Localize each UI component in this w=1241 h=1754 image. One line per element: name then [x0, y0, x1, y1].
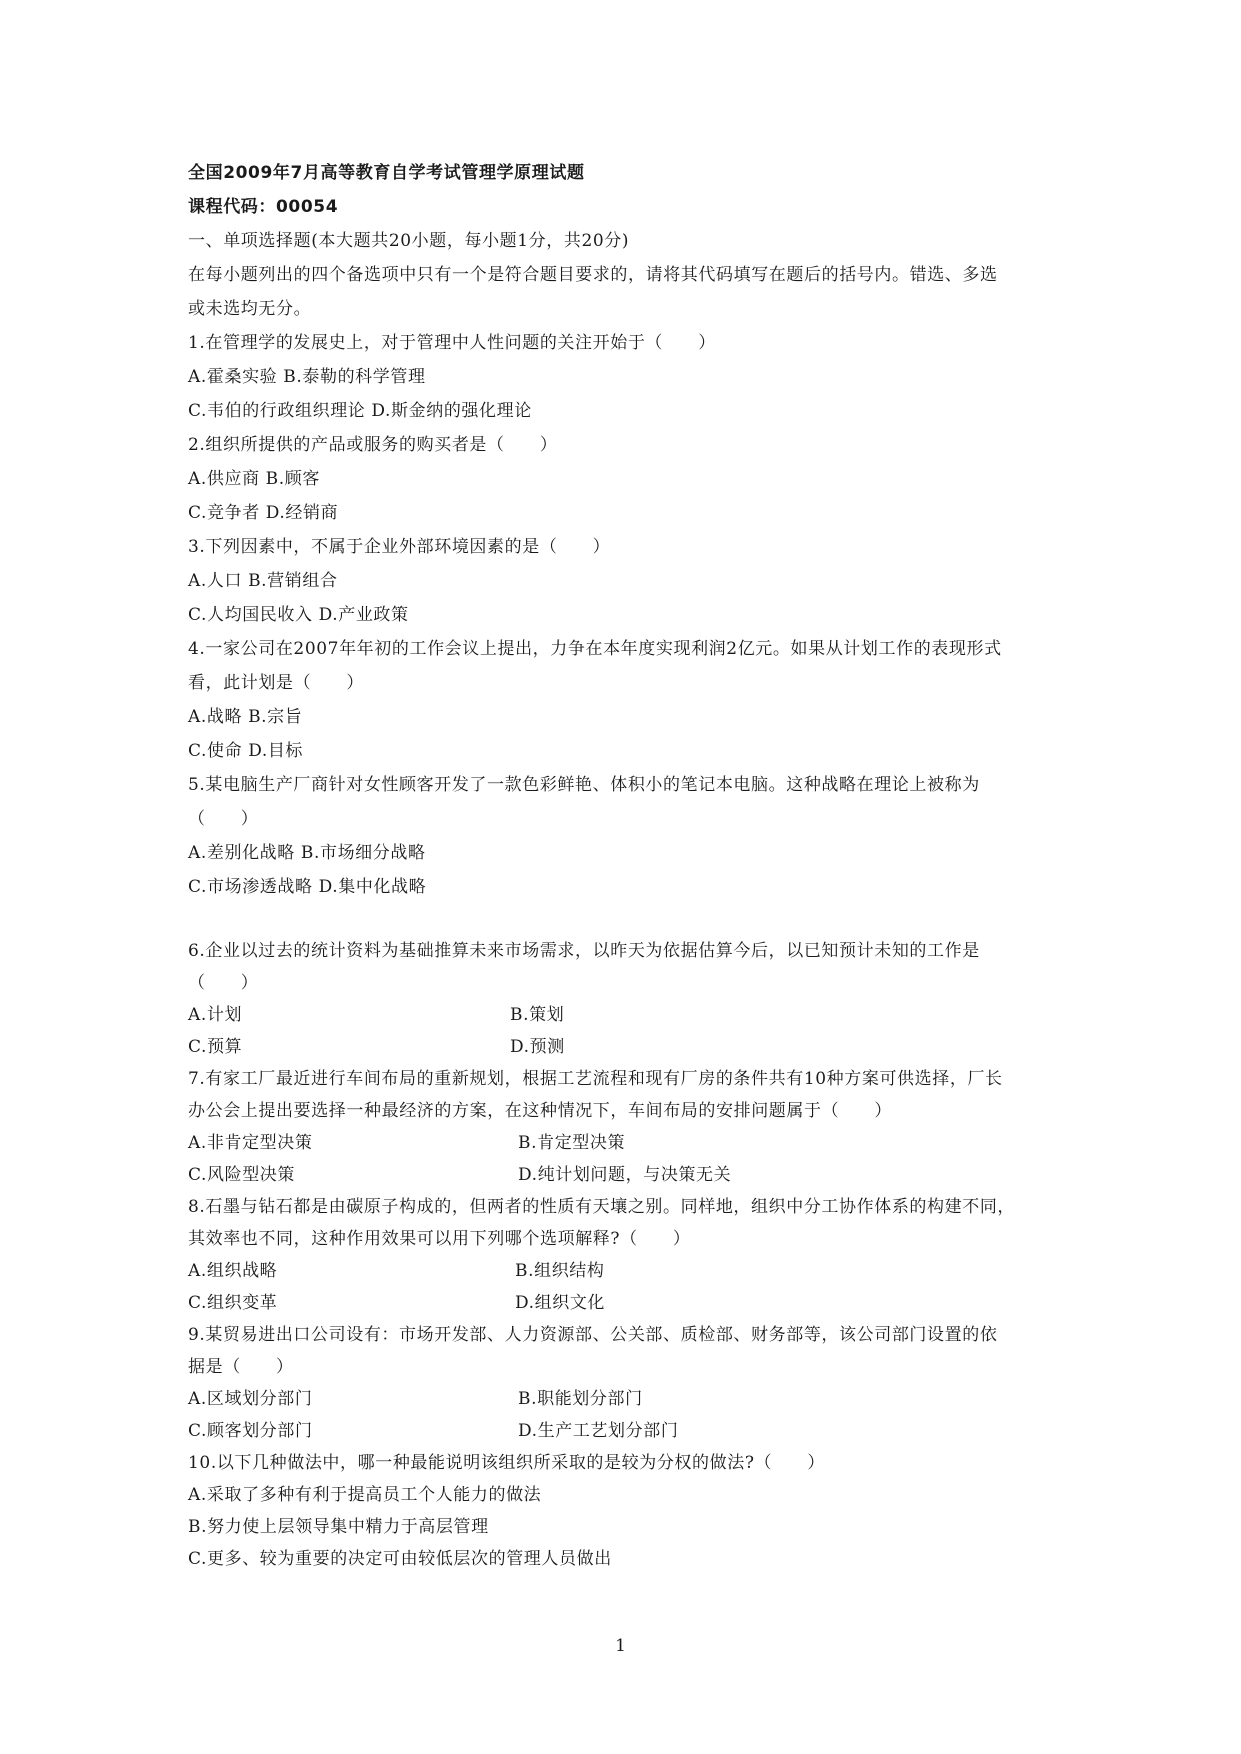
question-9-option-d: D.生产工艺划分部门 [518, 1421, 679, 1441]
question-9-stem-line-2: 据是（ ） [188, 1357, 294, 1377]
instructions-line-1: 在每小题列出的四个备选项中只有一个是符合题目要求的，请将其代码填写在题后的括号内。错选、多选 [188, 265, 998, 285]
question-6-option-d: D.预测 [510, 1037, 565, 1057]
question-1-options-cd: C.韦伯的行政组织理论 D.斯金纳的强化理论 [188, 401, 532, 421]
question-10-option-a: A.采取了多种有利于提高员工个人能力的做法 [188, 1485, 542, 1505]
question-4-stem-line-2: 看，此计划是（ ） [188, 673, 364, 693]
question-5-options-ab: A.差别化战略 B.市场细分战略 [188, 843, 426, 863]
question-6-option-c: C.预算 [188, 1037, 243, 1057]
question-9-stem-line-1: 9.某贸易进出口公司设有：市场开发部、人力资源部、公关部、质检部、财务部等，该公司部门设置的依 [188, 1325, 998, 1345]
question-4-stem-line-1: 4.一家公司在2007年年初的工作会议上提出，力争在本年度实现利润2亿元。如果从计划工作的表现形式 [188, 639, 1002, 659]
question-9-option-c: C.顾客划分部门 [188, 1421, 313, 1441]
question-5-options-cd: C.市场渗透战略 D.集中化战略 [188, 877, 427, 897]
question-8-stem-line-1: 8.石墨与钻石都是由碳原子构成的，但两者的性质有天壤之别。同样地，组织中分工协作体系的构建不同， [188, 1197, 1016, 1217]
question-3-options-ab: A.人口 B.营销组合 [188, 571, 338, 591]
question-1-stem: 1.在管理学的发展史上，对于管理中人性问题的关注开始于（ ） [188, 333, 716, 353]
question-8-option-b: B.组织结构 [515, 1261, 605, 1281]
question-5-stem-line-2: （ ） [188, 809, 259, 829]
question-7-option-a: A.非肯定型决策 [188, 1133, 313, 1153]
question-6-stem-line-2: （ ） [188, 973, 259, 993]
question-4-options-cd: C.使命 D.目标 [188, 741, 304, 761]
question-6-option-a: A.计划 [188, 1005, 243, 1025]
question-7-stem-line-2: 办公会上提出要选择一种最经济的方案，在这种情况下，车间布局的安排问题属于（ ） [188, 1101, 892, 1121]
question-6-option-b: B.策划 [510, 1005, 565, 1025]
question-7-option-b: B.肯定型决策 [518, 1133, 626, 1153]
page-number: 1 [615, 1636, 626, 1656]
page-title: 全国2009年7月高等教育自学考试管理学原理试题 [188, 163, 585, 183]
question-3-stem: 3.下列因素中，不属于企业外部环境因素的是（ ） [188, 537, 611, 557]
question-5-stem-line-1: 5.某电脑生产厂商针对女性顾客开发了一款色彩鲜艳、体积小的笔记本电脑。这种战略在理论上被称为 [188, 775, 980, 795]
question-1-options-ab: A.霍桑实验 B.泰勒的科学管理 [188, 367, 426, 387]
question-10-option-b: B.努力使上层领导集中精力于高层管理 [188, 1517, 489, 1537]
question-8-option-a: A.组织战略 [188, 1261, 278, 1281]
question-9-option-b: B.职能划分部门 [518, 1389, 643, 1409]
question-8-option-c: C.组织变革 [188, 1293, 278, 1313]
question-2-stem: 2.组织所提供的产品或服务的购买者是（ ） [188, 435, 558, 455]
question-10-stem: 10.以下几种做法中，哪一种最能说明该组织所采取的是较为分权的做法?（ ） [188, 1453, 825, 1473]
question-9-option-a: A.区域划分部门 [188, 1389, 313, 1409]
question-8-option-d: D.组织文化 [515, 1293, 606, 1313]
question-10-option-c: C.更多、较为重要的决定可由较低层次的管理人员做出 [188, 1549, 612, 1569]
question-8-stem-line-2: 其效率也不同，这种作用效果可以用下列哪个选项解释?（ ） [188, 1229, 691, 1249]
question-4-options-ab: A.战略 B.宗旨 [188, 707, 303, 727]
question-3-options-cd: C.人均国民收入 D.产业政策 [188, 605, 409, 625]
question-2-options-cd: C.竞争者 D.经销商 [188, 503, 339, 523]
question-7-option-c: C.风险型决策 [188, 1165, 296, 1185]
question-7-option-d: D.纯计划问题，与决策无关 [518, 1165, 732, 1185]
question-2-options-ab: A.供应商 B.顾客 [188, 469, 320, 489]
instructions-line-2: 或未选均无分。 [188, 299, 312, 319]
section-heading: 一、单项选择题(本大题共20小题，每小题1分，共20分) [188, 231, 630, 251]
course-code: 课程代码：00054 [188, 197, 339, 217]
question-6-stem-line-1: 6.企业以过去的统计资料为基础推算未来市场需求，以昨天为依据估算今后，以已知预计未知的工作是 [188, 941, 980, 961]
question-7-stem-line-1: 7.有家工厂最近进行车间布局的重新规划，根据工艺流程和现有厂房的条件共有10种方案可供选择，厂长 [188, 1069, 1003, 1089]
